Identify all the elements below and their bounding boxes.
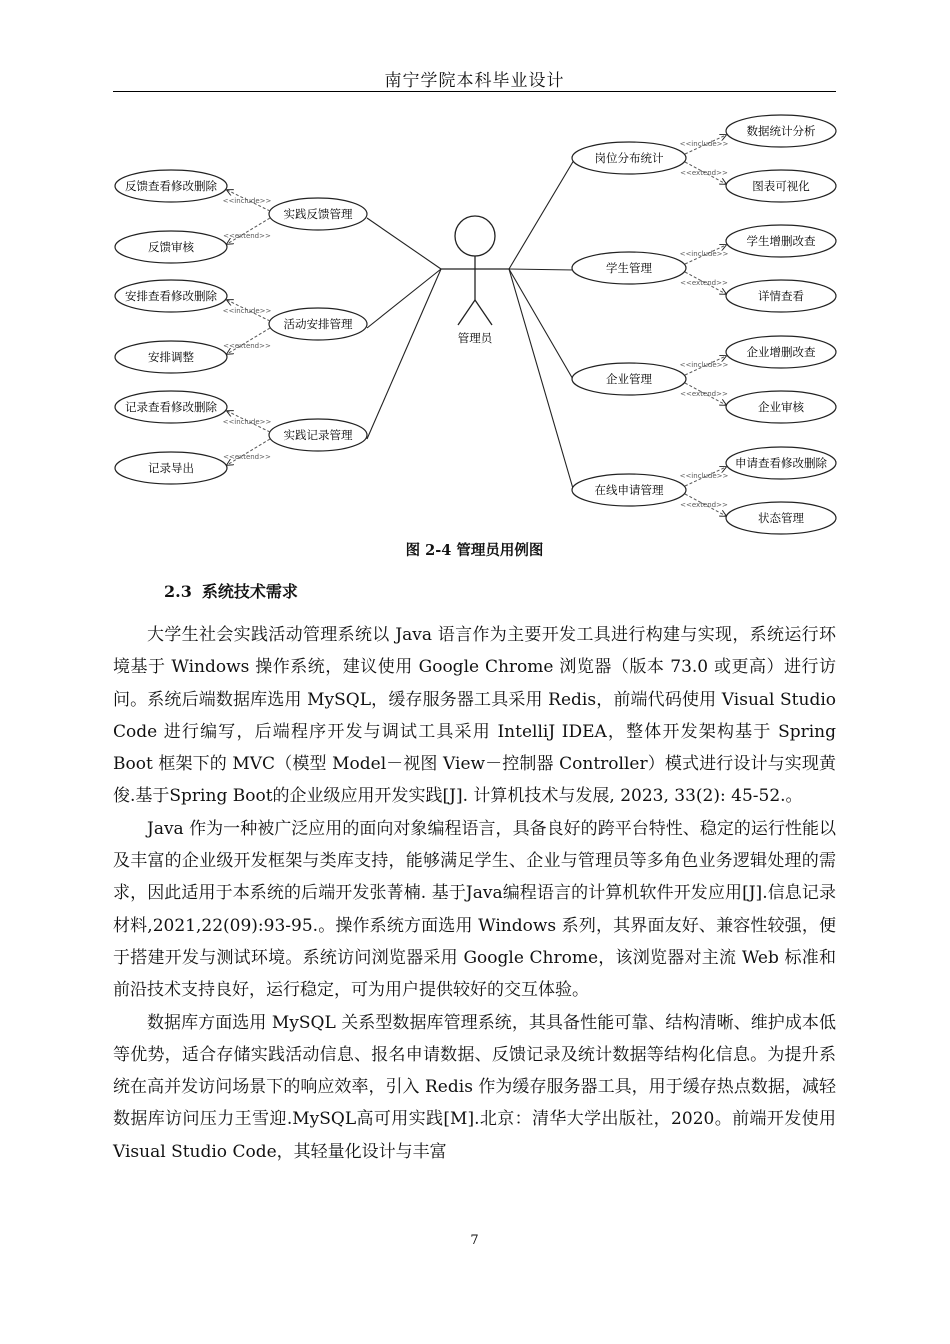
use-case-extend-label: 安排调整 xyxy=(148,350,194,364)
use-case-include-label: 安排查看修改删除 xyxy=(125,289,217,303)
page-number: 7 xyxy=(470,1233,479,1248)
association-line xyxy=(367,218,441,269)
page-header: 南宁学院本科毕业设计 xyxy=(384,71,565,91)
stereotype-label: <<include>> xyxy=(679,472,729,480)
use-case-main-label: 学生管理 xyxy=(606,261,652,275)
association-line xyxy=(509,269,574,492)
use-case-include-label: 数据统计分析 xyxy=(746,124,816,138)
extend-arrow xyxy=(227,328,270,354)
stereotype-label: <<include>> xyxy=(679,140,729,148)
use-case-diagram xyxy=(108,108,848,538)
header-rule xyxy=(113,91,836,92)
actor-label: 管理员 xyxy=(457,331,493,345)
paragraph: Java 作为一种被广泛应用的面向对象编程语言，具备良好的跨平台特性、稳定的运行性能以及丰富的企业级开发框架与类库支持，能够满足学生、企业与管理员等多角色业务逻辑处理的需求，因此适用于本系统的后端开发张菁楠. 基于Java编程语言的计算机软件开发应用[J].信息记录材料,2021,22(09):93-95.。操作系统方面选用 Windows 系列，其界面友好、兼容性较强，便于搭建开发与测试环境。系统访问浏览器采用 Google Chrome，该浏览器对主流 Web 标准和前沿技术支持良好，运行稳定，可为用户提供较好的交互体验。 xyxy=(113,818,836,1001)
paragraph: 大学生社会实践活动管理系统以 Java 语言作为主要开发工具进行构建与实现，系统运行环境基于 Windows 操作系统，建议使用 Google Chrome 浏览器（版本 73.0 或更高）进行访问。系统后端数据库选用 MySQL，缓存服务器工具采用 Redis，前端代码使用 Visual Studio Code 进行编写，后端程序开发与调试工具采用 IntelliJ IDEA，整体开发架构基于 Spring Boot 框架下的 MVC（模型 Model－视图 View－控制器 Controller）模式进行设计与实现黄俊.基于Spring Boot的企业级应用开发实践[J]. 计算机技术与发展, 2023, 33(2): 45-52.。 xyxy=(113,625,836,807)
use-case-svg xyxy=(108,108,848,538)
use-case-include-label: 学生增删改查 xyxy=(746,234,816,248)
association-line xyxy=(509,160,574,269)
use-case-extend-label: 图表可视化 xyxy=(752,179,810,193)
stereotype-label: <<extend>> xyxy=(680,390,728,398)
association-line xyxy=(367,269,441,439)
use-case-main-label: 企业管理 xyxy=(606,372,652,386)
stereotype-label: <<extend>> xyxy=(223,232,271,240)
use-case-extend-label: 反馈审核 xyxy=(148,240,194,254)
actor-head xyxy=(455,216,495,256)
extend-arrow xyxy=(227,439,270,465)
association-line xyxy=(367,269,441,328)
use-case-extend-label: 记录导出 xyxy=(148,461,194,475)
stereotype-label: <<extend>> xyxy=(680,169,728,177)
stereotype-label: <<include>> xyxy=(222,197,272,205)
stereotype-label: <<extend>> xyxy=(223,453,271,461)
use-case-extend-label: 企业审核 xyxy=(758,400,804,414)
extend-arrow xyxy=(227,218,270,244)
stereotype-label: <<extend>> xyxy=(680,279,728,287)
use-case-main-label: 实践记录管理 xyxy=(283,428,353,442)
section-title: 系统技术需求 xyxy=(201,582,298,601)
stereotype-label: <<include>> xyxy=(679,361,729,369)
stereotype-label: <<extend>> xyxy=(680,501,728,509)
stereotype-label: <<include>> xyxy=(679,250,729,258)
use-case-include-label: 申请查看修改删除 xyxy=(735,456,827,470)
association-line xyxy=(509,269,574,270)
stereotype-label: <<include>> xyxy=(222,307,272,315)
use-case-include-label: 反馈查看修改删除 xyxy=(125,179,217,193)
use-case-main-label: 活动安排管理 xyxy=(283,317,353,331)
use-case-extend-label: 状态管理 xyxy=(758,511,804,525)
use-case-main-label: 实践反馈管理 xyxy=(283,207,353,221)
use-case-main-label: 在线申请管理 xyxy=(594,483,664,497)
body-text xyxy=(113,619,836,1168)
section-number: 2.3 xyxy=(164,582,192,601)
use-case-include-label: 企业增删改查 xyxy=(746,345,816,359)
stereotype-label: <<include>> xyxy=(222,418,272,426)
use-case-include-label: 记录查看修改删除 xyxy=(125,400,217,414)
use-case-extend-label: 详情查看 xyxy=(758,289,804,303)
paragraph: 数据库方面选用 MySQL 关系型数据库管理系统，其具备性能可靠、结构清晰、维护成本低等优势，适合存储实践活动信息、报名申请数据、反馈记录及统计数据等结构化信息。为提升系统在高并发访问场景下的响应效率，引入 Redis 作为缓存服务器工具，用于缓存热点数据，减轻数据库访问压力王雪迎.MySQL高可用实践[M].北京：清华大学出版社，2020。前端开发使用 Visual Studio Code，其轻量化设计与丰富 xyxy=(113,1012,836,1162)
stereotype-label: <<extend>> xyxy=(223,342,271,350)
figure-caption: 图 2-4 管理员用例图 xyxy=(405,542,544,559)
use-case-main-label: 岗位分布统计 xyxy=(594,151,664,165)
section-heading xyxy=(164,579,298,602)
association-line xyxy=(509,269,574,381)
actor-admin xyxy=(441,216,509,345)
